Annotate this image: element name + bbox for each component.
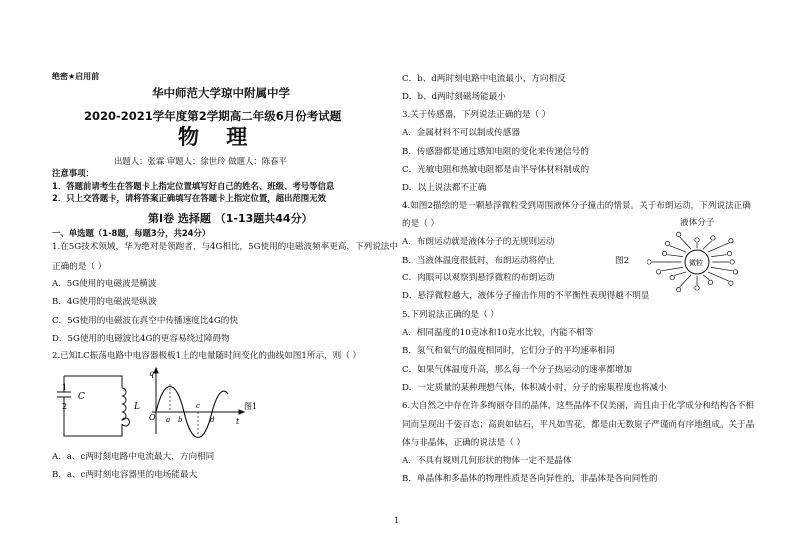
inductor-label: L (134, 402, 140, 412)
q6-option-a: A．不具有规则几何形状的物体一定不是晶体 (402, 456, 572, 466)
axis-q-label: q (149, 369, 155, 378)
q3-option-d: D．以上说法都不正确 (402, 183, 487, 193)
molecule-dot (647, 260, 651, 264)
q5-stem: 5.下列说法正确的是（ ） (402, 310, 499, 320)
q6-option-b: B．单晶体和多晶体的物理性质是各向异性的，非晶体是各向同性的 (402, 474, 658, 484)
q4-option-b: B．当液体温度很低时，布朗运动将停止 (402, 256, 555, 266)
q1-stem-1: 1.在5G技术领域，华为绝对是领跑者，与4G相比，5G使用的电磁波频率更高，下列说法中 (52, 242, 398, 252)
page-number: 1 (394, 516, 400, 525)
molecule-dot (708, 280, 712, 284)
q2-option-a: A．a、c两时刻电路中电流最大，方向相同 (52, 452, 215, 462)
school-name: 华中师范大学琼中附属中学 (152, 86, 290, 100)
exam-title: 2020-2021学年度第2学期高二年级6月份考试题 (84, 109, 342, 123)
q3-option-b: B．传感器都是通过感知电阻的变化来传递信号的 (402, 147, 589, 157)
molecule-dot (656, 270, 660, 274)
q5-option-b: B．氢气和氧气的温度相同时，它们分子的平均速率相同 (402, 346, 615, 356)
q4-stem-2: 的是（ ） (402, 219, 440, 229)
point-d-label: d (210, 416, 215, 424)
q2-stem: 2.已知LC振荡电路中电容器极板1上的电量随时间变化的曲线如图1所示，则（ ） (52, 351, 362, 361)
q6-stem-3: 体与非晶体，正确的说法是（ ） (402, 438, 526, 448)
part-title: 一、单选题（1-8题，每题3分，共24分） (52, 228, 211, 238)
q3-stem: 3.关于传感器，下列说法正确的是（ ） (402, 110, 551, 120)
secret-label: 绝密★启用前 (52, 72, 100, 81)
q4-option-d: D．悬浮微粒越大，液体分子撞击作用的不平衡性表现得越不明显 (402, 291, 650, 301)
q1-option-a: A．5G使用的电磁波是横波 (52, 279, 157, 289)
q6-stem-2: 同而呈现出千姿百态；高贵如钻石，平凡如雪花，都是由无数原子严谨而有序地组成。关于晶 (402, 420, 755, 430)
q2-option-d: D．b、d两时刻磁场能最小 (402, 92, 506, 102)
q5-option-c: C．如果气体温度升高，那么每一个分子热运动的速率都增加 (402, 365, 633, 375)
molecule-dot (730, 260, 734, 264)
particle-label: 微粒 (689, 259, 703, 267)
q1-stem-2: 正确的是（ ） (52, 262, 107, 272)
molecule-dot (727, 251, 731, 255)
collision-arrow (680, 275, 691, 287)
molecule-dot (695, 286, 699, 290)
figure-1-label: 图1 (244, 402, 258, 411)
molecule-dot (733, 270, 737, 274)
molecule-dot (711, 236, 715, 240)
q4-option-c: C．肉眼可以观察到悬浮微粒的布朗运动 (402, 273, 555, 283)
molecule-dot (729, 281, 733, 285)
q5-option-a: A．相同温度的10克冰和10克水比较，内能不相等 (402, 328, 594, 338)
figure-1 (52, 364, 302, 444)
molecule-dot (676, 232, 680, 236)
point-a-label: a (166, 416, 171, 424)
note-2: 2．只上交答题卡，请将答案正确填写在答题卡上指定位置，超出范围无效 (52, 193, 326, 203)
q1-option-d: D．5G使用的电磁波比4G的更容易绕过障碍物 (52, 334, 230, 344)
collision-arrow (703, 241, 712, 249)
molecule-dot (670, 275, 674, 279)
molecule-dot (662, 251, 666, 255)
q1-option-b: B．4G使用的电磁波是纵波 (52, 297, 157, 307)
molecule-dot (729, 239, 733, 243)
collision-arrow (703, 275, 709, 280)
q1-option-c: C．5G使用的电磁波在真空中传播速度比4G的快 (52, 316, 238, 326)
origin-label: O (149, 413, 156, 422)
point-c-label: c (196, 402, 200, 410)
molecule-dot (695, 238, 699, 242)
section-title: 第Ⅰ卷 选择题 （1-13题共44分） (148, 212, 313, 225)
plate-1-label: 1 (62, 383, 68, 392)
collision-arrow (670, 246, 686, 252)
q3-option-c: C．光敏电阻和热敏电阻都是由半导体材料制成的 (402, 165, 590, 175)
q2-option-c: C．b、d两时刻电路中电流最小，方向相反 (402, 74, 566, 84)
collision-arrow (661, 267, 683, 270)
q2-option-b: B．a、c两时刻电容器里的电场能最大 (52, 470, 198, 480)
collision-arrow (667, 255, 683, 257)
molecule-dot (665, 241, 669, 245)
q3-option-a: A．金属材料不可以制成传感器 (402, 128, 520, 138)
collision-arrow (711, 255, 727, 257)
point-b-label: b (178, 416, 183, 424)
collision-arrow (680, 237, 691, 249)
axis-t-label: t (236, 417, 240, 426)
plate-2-label: 2 (62, 402, 68, 411)
molecule-dot (676, 288, 680, 292)
note-1: 1．答题前请考生在答题卡上指定位置填写好自己的姓名、班级、考号等信息 (52, 181, 335, 191)
subject-title: 物 理 (178, 124, 258, 149)
q6-stem-1: 6.大自然之中存在许多绚丽夺目的晶体，这些晶体不仅美丽，而且由于化学成分和结构各不相 (402, 401, 754, 411)
collision-arrow (708, 272, 729, 281)
q4-option-a: A．布朗运动就是液体分子的无规则运动 (402, 237, 555, 247)
collision-arrow (674, 272, 686, 276)
notes-title: 注意事项： (52, 168, 94, 178)
figure-2-label: 图2 (615, 256, 630, 266)
staff-line: 出题人：张霖 审题人：徐世玲 做题人：陈春平 (114, 156, 287, 166)
collision-arrow (711, 267, 733, 270)
lc-circuit (57, 376, 129, 436)
figure-2 (647, 230, 747, 292)
figure-2-caption: 液体分子 (680, 218, 715, 228)
capacitor-label: C (78, 392, 85, 402)
q4-stem-1: 4.如图2描绘的是一颗悬浮微粒受到周围液体分子撞击的情景。关于布朗运动，下列说法正确 (402, 201, 751, 211)
collision-arrow (708, 243, 729, 252)
q5-option-d: D．一定质量的某种理想气体，体积减小时，分子的密集程度也将减小 (402, 383, 667, 393)
